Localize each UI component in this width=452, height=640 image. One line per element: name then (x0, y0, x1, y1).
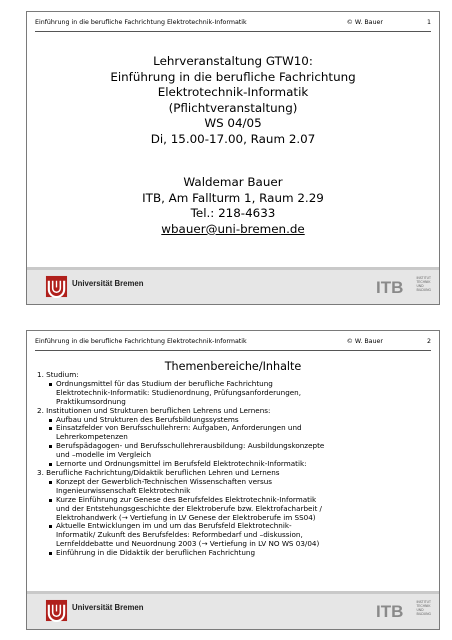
item-line: Praktikumsordnung (56, 396, 126, 406)
header-author: © W. Bauer (346, 19, 383, 26)
header-divider (35, 31, 431, 32)
item-line: Ordnungsmittel für das Studium der berufliche Fachrichtung (56, 378, 273, 388)
institute-line: TECHNIK (416, 604, 431, 609)
course-line: Elektrotechnik-Informatik (157, 85, 309, 100)
course-line: (Pflichtveranstaltung) (168, 100, 298, 115)
course-line: Lehrveranstaltung GTW10: (153, 54, 313, 68)
itb-logo-icon (375, 599, 405, 621)
item-line: und der Entstehungsgeschichte der Elektroberufe bzw. Elektrofacharbeit / (56, 503, 322, 513)
institute-name (416, 600, 431, 616)
slide-2 (26, 330, 440, 630)
institute-line: BILDUNG (416, 612, 431, 617)
institute-line: UND (416, 284, 424, 289)
section-heading: 1. Studium: (37, 370, 79, 379)
institute-line: BILDUNG (416, 288, 431, 293)
footer-band (27, 267, 439, 270)
slide-header (35, 17, 431, 29)
item-line: Kurze Einführung zur Genese des Berufsfeldes Elektrotechnik-Informatik (56, 494, 317, 504)
item-line: Lernfelddebatte und Neuordnung 2003 (→ Vertiefung in LV NO WS 03/04) (56, 539, 320, 549)
contact-line: ITB, Am Fallturm 1, Raum 2.29 (142, 190, 324, 205)
itb-logo-icon (375, 275, 405, 297)
slide-header (35, 336, 431, 348)
contact-line: Waldemar Bauer (183, 175, 283, 189)
footer-band (27, 591, 439, 594)
slide-footer (27, 591, 439, 629)
list-item (37, 522, 427, 549)
institute-line: INSTITUT (416, 600, 431, 604)
item-line: Ingenieurwissenschaft Elektrotechnik (56, 485, 191, 495)
item-line: Lehrerkompetenzen (56, 432, 128, 442)
item-line: Elektrotechnik-Informatik: Studienordnung, Prüfungsanforderungen, (56, 387, 302, 397)
item-line: Aufbau und Strukturen des Berufsbildungssystems (56, 414, 239, 424)
institute-line: TECHNIK (416, 280, 431, 285)
institute-name (416, 276, 431, 292)
item-line: Berufspädagogen- und Berufsschullehrerausbildung: Ausbildungskonzepte (56, 441, 325, 451)
contact-info (27, 175, 439, 237)
item-line: Lernorte und Ordnungsmittel im Berufsfeld Elektrotechnik-Informatik: (56, 459, 307, 469)
university-name: Universität Bremen (72, 603, 144, 612)
university-name: Universität Bremen (72, 279, 144, 288)
course-line: WS 04/05 (204, 116, 262, 131)
item-line: Einführung in die Didaktik der beruflichen Fachrichtung (56, 548, 256, 558)
slide-1 (26, 11, 440, 305)
institute-line: UND (416, 608, 424, 613)
item-line: Konzept der Gewerblich-Technischen Wissenschaften versus (56, 476, 273, 486)
section-heading: 2. Institutionen und Strukturen beruflichen Lehrens und Lernens: (37, 405, 271, 415)
slide-title: Themenbereiche/Inhalte (164, 360, 302, 373)
page-number: 2 (426, 338, 431, 345)
contact-line: Tel.: 218-4633 (190, 206, 276, 221)
itb-logo-text: ITB (376, 278, 404, 297)
header-title: Einführung in die berufliche Fachrichtung Elektrotechnik-Informatik (35, 338, 247, 345)
topics-list (37, 371, 427, 558)
page-number: 1 (426, 19, 431, 26)
header-title: Einführung in die berufliche Fachrichtung Elektrotechnik-Informatik (35, 19, 247, 26)
list-item (37, 424, 427, 442)
course-line: Di, 15.00-17.00, Raum 2.07 (150, 131, 316, 146)
university-seal-icon (45, 275, 68, 298)
university-seal-icon (45, 599, 68, 622)
course-info (27, 54, 439, 148)
item-line: Elektrohandwerk (→ Vertiefung in LV Genese der Elektroberufe im SS04) (56, 512, 316, 522)
list-item (37, 478, 427, 496)
item-line: und –modelle im Vergleich (56, 450, 152, 460)
course-line: Einführung in die berufliche Fachrichtung (110, 69, 356, 84)
header-author: © W. Bauer (346, 338, 383, 345)
institute-line: INSTITUT (416, 276, 431, 280)
itb-logo-text: ITB (376, 602, 404, 621)
item-line: Aktuelle Entwicklungen im und um das Berufsfeld Elektrotechnik- (56, 521, 292, 531)
list-item (37, 380, 427, 407)
list-item (37, 442, 427, 460)
item-line: Einsatzfelder von Berufsschullehrern: Aufgaben, Anforderungen und (56, 423, 302, 433)
email-link[interactable]: wbauer@uni-bremen.de (161, 221, 305, 236)
list-item (37, 549, 427, 558)
list-item (37, 460, 427, 469)
header-divider (35, 350, 431, 351)
section-heading: 3. Berufliche Fachrichtung/Didaktik beruflichen Lehren und Lernens (37, 467, 280, 477)
list-item (37, 496, 427, 523)
slide-footer (27, 267, 439, 305)
item-line: Informatik/ Zukunft des Berufsfeldes: Reformbedarf und –diskussion, (56, 530, 303, 540)
